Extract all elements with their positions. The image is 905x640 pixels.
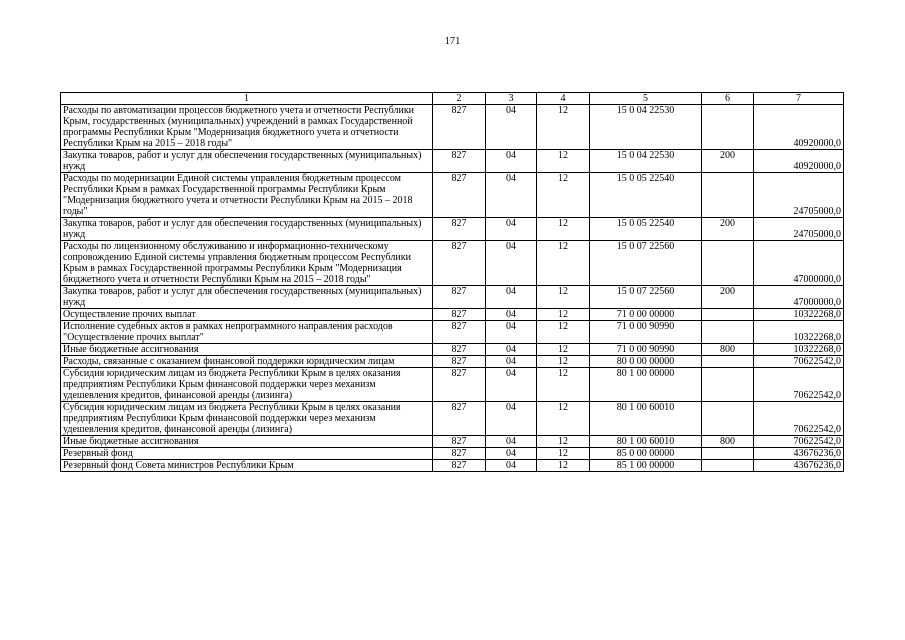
row-section-code: 04 [486, 241, 537, 286]
table-row [61, 309, 844, 321]
table-row [61, 402, 844, 436]
row-section-code: 04 [486, 321, 537, 344]
row-subsection-code: 12 [537, 368, 590, 402]
header-cell: 2 [433, 93, 486, 105]
row-ministry-code: 827 [433, 309, 486, 321]
row-section-code: 04 [486, 344, 537, 356]
row-amount: 70622542,0 [754, 356, 844, 368]
row-subsection-code: 12 [537, 286, 590, 309]
row-subsection-code: 12 [537, 436, 590, 448]
row-amount: 70622542,0 [754, 368, 844, 402]
table-row [61, 105, 844, 150]
row-section-code: 04 [486, 150, 537, 173]
row-expense-type [702, 105, 754, 150]
row-description: Осуществление прочих выплат [61, 309, 433, 321]
row-subsection-code: 12 [537, 218, 590, 241]
row-section-code: 04 [486, 105, 537, 150]
row-subsection-code: 12 [537, 241, 590, 286]
row-ministry-code: 827 [433, 321, 486, 344]
row-description: Расходы по лицензионному обслуживанию и информационно-техническому сопровождению Единой системы управления бюджетным процессом Республики Крым в рамках Государственной программы Республики Крым "Модернизация бюджетного учета и отчетности Республики Крым на 2015 – 2018 годы" [61, 241, 433, 286]
row-subsection-code: 12 [537, 460, 590, 472]
row-target-article: 80 1 00 60010 [590, 436, 702, 448]
row-target-article: 15 0 05 22540 [590, 218, 702, 241]
row-amount: 47000000,0 [754, 286, 844, 309]
row-section-code: 04 [486, 309, 537, 321]
row-ministry-code: 827 [433, 402, 486, 436]
row-amount: 24705000,0 [754, 173, 844, 218]
row-ministry-code: 827 [433, 448, 486, 460]
row-expense-type [702, 356, 754, 368]
row-description: Расходы, связанные с оказанием финансовой поддержки юридическим лицам [61, 356, 433, 368]
row-description: Резервный фонд [61, 448, 433, 460]
row-target-article: 80 0 00 00000 [590, 356, 702, 368]
row-ministry-code: 827 [433, 105, 486, 150]
row-amount: 10322268,0 [754, 309, 844, 321]
page-number: 171 [444, 36, 461, 47]
row-target-article: 85 0 00 00000 [590, 448, 702, 460]
row-section-code: 04 [486, 368, 537, 402]
row-section-code: 04 [486, 173, 537, 218]
row-amount: 10322268,0 [754, 321, 844, 344]
row-section-code: 04 [486, 218, 537, 241]
row-section-code: 04 [486, 460, 537, 472]
row-description: Расходы по автоматизации процессов бюджетного учета и отчетности Республики Крым, государственных (муниципальных) учреждений в рамках Государственной программы Республики Крым "Модернизация бюджетного учета и отчетности Республики Крым на 2015 – 2018 годы" [61, 105, 433, 150]
row-expense-type [702, 402, 754, 436]
row-amount: 70622542,0 [754, 436, 844, 448]
table-row [61, 448, 844, 460]
row-subsection-code: 12 [537, 173, 590, 218]
row-amount: 43676236,0 [754, 460, 844, 472]
table-row [61, 368, 844, 402]
header-cell: 3 [486, 93, 537, 105]
row-expense-type: 800 [702, 344, 754, 356]
row-section-code: 04 [486, 402, 537, 436]
table-row [61, 356, 844, 368]
header-cell: 1 [61, 93, 433, 105]
table-row [61, 241, 844, 286]
row-description: Иные бюджетные ассигнования [61, 344, 433, 356]
table-row [61, 321, 844, 344]
table-row [61, 218, 844, 241]
table-row [61, 286, 844, 309]
row-description: Субсидия юридическим лицам из бюджета Республики Крым в целях оказания предприятиям Республики Крым финансовой поддержки через механизм удешевления кредитов, финансовой аренды (лизинга) [61, 402, 433, 436]
row-target-article: 15 0 05 22540 [590, 173, 702, 218]
row-subsection-code: 12 [537, 402, 590, 436]
row-amount: 10322268,0 [754, 344, 844, 356]
row-target-article: 15 0 04 22530 [590, 105, 702, 150]
row-amount: 43676236,0 [754, 448, 844, 460]
row-expense-type: 800 [702, 436, 754, 448]
row-ministry-code: 827 [433, 286, 486, 309]
row-expense-type: 200 [702, 150, 754, 173]
row-ministry-code: 827 [433, 368, 486, 402]
row-amount: 24705000,0 [754, 218, 844, 241]
row-ministry-code: 827 [433, 460, 486, 472]
row-target-article: 71 0 00 90990 [590, 344, 702, 356]
row-description: Закупка товаров, работ и услуг для обеспечения государственных (муниципальных) нужд [61, 218, 433, 241]
row-subsection-code: 12 [537, 309, 590, 321]
row-subsection-code: 12 [537, 150, 590, 173]
row-expense-type [702, 448, 754, 460]
row-subsection-code: 12 [537, 356, 590, 368]
row-amount: 40920000,0 [754, 150, 844, 173]
row-description: Иные бюджетные ассигнования [61, 436, 433, 448]
row-expense-type [702, 368, 754, 402]
row-section-code: 04 [486, 436, 537, 448]
row-target-article: 15 0 04 22530 [590, 150, 702, 173]
row-ministry-code: 827 [433, 344, 486, 356]
row-ministry-code: 827 [433, 356, 486, 368]
row-section-code: 04 [486, 286, 537, 309]
table-row [61, 150, 844, 173]
table-header-row [61, 93, 844, 105]
row-target-article: 71 0 00 00000 [590, 309, 702, 321]
row-description: Резервный фонд Совета министров Республики Крым [61, 460, 433, 472]
row-description: Закупка товаров, работ и услуг для обеспечения государственных (муниципальных) нужд [61, 150, 433, 173]
row-target-article: 85 1 00 00000 [590, 460, 702, 472]
row-amount: 70622542,0 [754, 402, 844, 436]
row-ministry-code: 827 [433, 150, 486, 173]
table-body [61, 105, 844, 472]
row-description: Расходы по модернизации Единой системы управления бюджетным процессом Республики Крым в рамках Государственной программы Республики Крым "Модернизация бюджетного учета и отчетности Республики Крым на 2015 – 2018 годы" [61, 173, 433, 218]
row-expense-type: 200 [702, 286, 754, 309]
row-target-article: 15 0 07 22560 [590, 241, 702, 286]
row-subsection-code: 12 [537, 448, 590, 460]
header-cell: 7 [754, 93, 844, 105]
row-ministry-code: 827 [433, 436, 486, 448]
table-row [61, 460, 844, 472]
row-section-code: 04 [486, 448, 537, 460]
row-amount: 40920000,0 [754, 105, 844, 150]
row-subsection-code: 12 [537, 105, 590, 150]
table-row [61, 344, 844, 356]
row-ministry-code: 827 [433, 218, 486, 241]
row-target-article: 80 1 00 60010 [590, 402, 702, 436]
budget-table [60, 92, 844, 472]
row-target-article: 15 0 07 22560 [590, 286, 702, 309]
header-cell: 4 [537, 93, 590, 105]
row-expense-type [702, 309, 754, 321]
row-expense-type [702, 460, 754, 472]
row-expense-type [702, 241, 754, 286]
row-expense-type [702, 173, 754, 218]
table-row [61, 436, 844, 448]
row-subsection-code: 12 [537, 321, 590, 344]
row-target-article: 80 1 00 00000 [590, 368, 702, 402]
row-expense-type [702, 321, 754, 344]
row-description: Закупка товаров, работ и услуг для обеспечения государственных (муниципальных) нужд [61, 286, 433, 309]
row-description: Субсидия юридическим лицам из бюджета Республики Крым в целях оказания предприятиям Республики Крым финансовой поддержки через механизм удешевления кредитов, финансовой аренды (лизинга) [61, 368, 433, 402]
table-row [61, 173, 844, 218]
header-cell: 6 [702, 93, 754, 105]
row-subsection-code: 12 [537, 344, 590, 356]
row-target-article: 71 0 00 90990 [590, 321, 702, 344]
row-amount: 47000000,0 [754, 241, 844, 286]
header-cell: 5 [590, 93, 702, 105]
row-ministry-code: 827 [433, 173, 486, 218]
row-section-code: 04 [486, 356, 537, 368]
row-expense-type: 200 [702, 218, 754, 241]
row-ministry-code: 827 [433, 241, 486, 286]
row-description: Исполнение судебных актов в рамках непрограммного направления расходов "Осуществление прочих выплат" [61, 321, 433, 344]
